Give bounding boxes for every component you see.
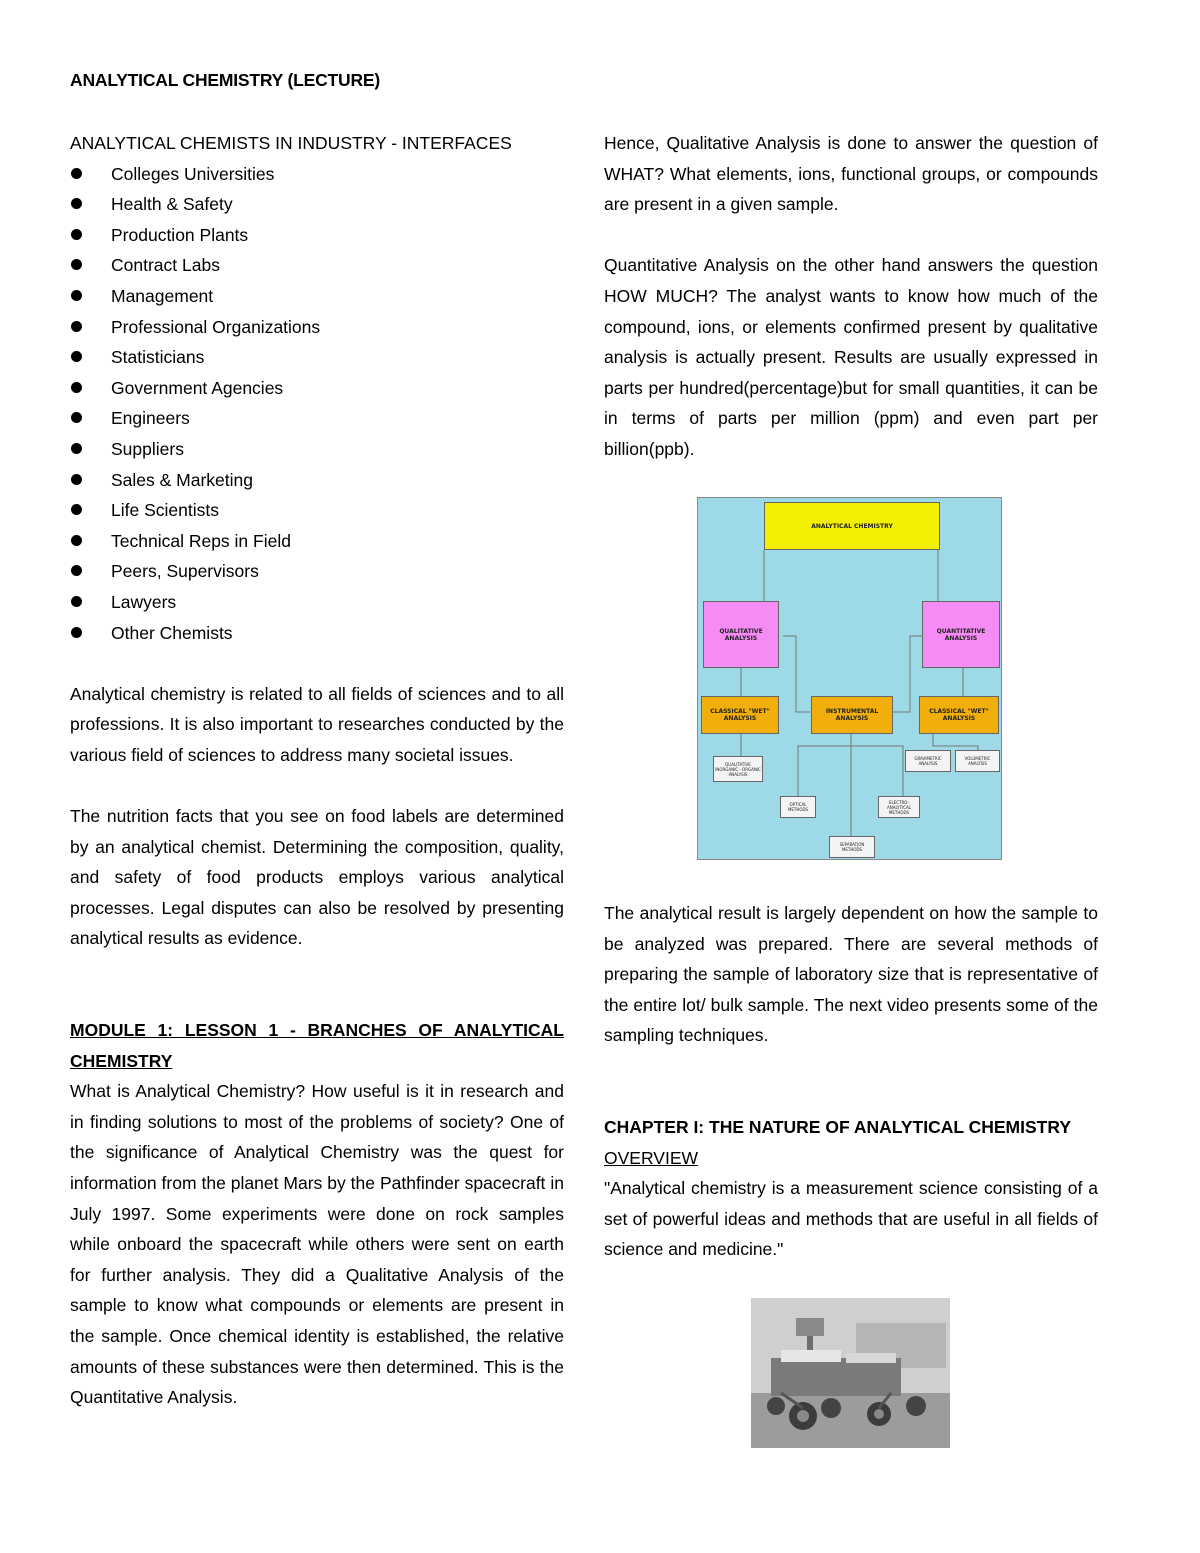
- diagram-connectors: [698, 498, 1003, 861]
- interfaces-list: [70, 159, 564, 649]
- paragraph-fields: Analytical chemistry is related to all fields of sciences and to all professions. It is also important to researches conducted by the various field of sciences to address many societal issues.: [70, 683, 564, 765]
- box-qualitative: QUALITATIVE ANALYSIS: [703, 601, 779, 668]
- interface-list-item: Peers, Supervisors: [70, 556, 564, 587]
- paragraph-mars: What is Analytical Chemistry? How useful is it in research and in finding solutions to most of the problems of society? One of the significance of Analytical Chemistry was the quest for information from the planet Mars by the Pathfinder spacecraft in July 1997. Some experiments were done on rock samples while onboard the spacecraft while others were sent on earth for further analysis. They did a Qualitative Analysis of the sample to know what compounds or elements are present in the sample. Once chemical identity is established, the relative amounts of these substances were then determined. This is the Quantitative Analysis.: [70, 1081, 564, 1408]
- branches-diagram-image: [697, 497, 1002, 860]
- box-optical: OPTICAL METHODS: [780, 796, 816, 818]
- chapter-heading: CHAPTER I: THE NATURE OF ANALYTICAL CHEMISTRY: [604, 1116, 1071, 1137]
- interface-list-item: Other Chemists: [70, 618, 564, 649]
- left-column: [70, 128, 564, 1413]
- interface-list-item: Suppliers: [70, 434, 564, 465]
- box-separation: SEPARATION METHODS: [829, 836, 875, 858]
- interface-list-item: Life Scientists: [70, 495, 564, 526]
- interface-list-item: Production Plants: [70, 220, 564, 251]
- rover-drawing: [751, 1298, 950, 1448]
- interface-list-item: Management: [70, 281, 564, 312]
- box-analytical-chemistry: ANALYTICAL CHEMISTRY: [764, 502, 940, 550]
- box-gravimetric: GRAVIMETRIC ANALYSIS: [905, 750, 951, 772]
- interface-list-item: Lawyers: [70, 587, 564, 618]
- paragraph-qualitative: Hence, Qualitative Analysis is done to answer the question of WHAT? What elements, ions, functional groups, or compounds are present in a given sample.: [604, 133, 1098, 215]
- interfaces-heading: ANALYTICAL CHEMISTS IN INDUSTRY - INTERFACES: [70, 133, 512, 153]
- page-title: ANALYTICAL CHEMISTRY (LECTURE): [70, 70, 380, 90]
- right-column-lower: [604, 898, 1098, 1265]
- interface-list-item: Sales & Marketing: [70, 465, 564, 496]
- box-volumetric: VOLUMETRIC ANALYSIS: [955, 750, 1000, 772]
- interface-list-item: Technical Reps in Field: [70, 526, 564, 557]
- box-electro: ELECTRO-ANALYTICAL METHODS: [878, 796, 920, 818]
- rover-photo: [751, 1298, 950, 1448]
- box-classical-right: CLASSICAL "WET" ANALYSIS: [919, 696, 999, 734]
- overview-label: OVERVIEW: [604, 1147, 699, 1168]
- paragraph-quantitative: Quantitative Analysis on the other hand answers the question HOW MUCH? The analyst wants to know how much of the compound, ions, or elements confirmed present by qualitative analysis is actually present. Results are usually expressed in parts per hundred(percentage)but for small quantities, it can be in terms of parts per million (ppm) and even part per billion(ppb).: [604, 255, 1098, 459]
- interface-list-item: Professional Organizations: [70, 312, 564, 343]
- interface-list-item: Colleges Universities: [70, 159, 564, 190]
- right-column: [604, 128, 1098, 465]
- interface-list-item: Contract Labs: [70, 250, 564, 281]
- quote-paragraph: "Analytical chemistry is a measurement science consisting of a set of powerful ideas and methods that are useful in all fields of science and medicine.": [604, 1178, 1098, 1260]
- interface-list-item: Engineers: [70, 403, 564, 434]
- module-heading: MODULE 1: LESSON 1 - BRANCHES OF ANALYTICAL CHEMISTRY: [70, 1020, 564, 1071]
- box-classical-left: CLASSICAL "WET" ANALYSIS: [701, 696, 779, 734]
- paragraph-nutrition: The nutrition facts that you see on food labels are determined by an analytical chemist. Determining the composition, quality, and safety of food products employs various analytical processes. Legal disputes can also be resolved by presenting analytical results as evidence.: [70, 806, 564, 949]
- paragraph-sampling: The analytical result is largely dependent on how the sample to be analyzed was prepared. There are several methods of preparing the sample of laboratory size that is representative of the entire lot/ bulk sample. The next video presents some of the sampling techniques.: [604, 903, 1098, 1046]
- interface-list-item: Health & Safety: [70, 189, 564, 220]
- box-qualitative-sub: QUALITATIVE INORGANIC - ORGANIC ANALYSIS: [713, 756, 763, 782]
- box-quantitative: QUANTITATIVE ANALYSIS: [922, 601, 1000, 668]
- box-instrumental: INSTRUMENTAL ANALYSIS: [811, 696, 893, 734]
- interface-list-item: Statisticians: [70, 342, 564, 373]
- interface-list-item: Government Agencies: [70, 373, 564, 404]
